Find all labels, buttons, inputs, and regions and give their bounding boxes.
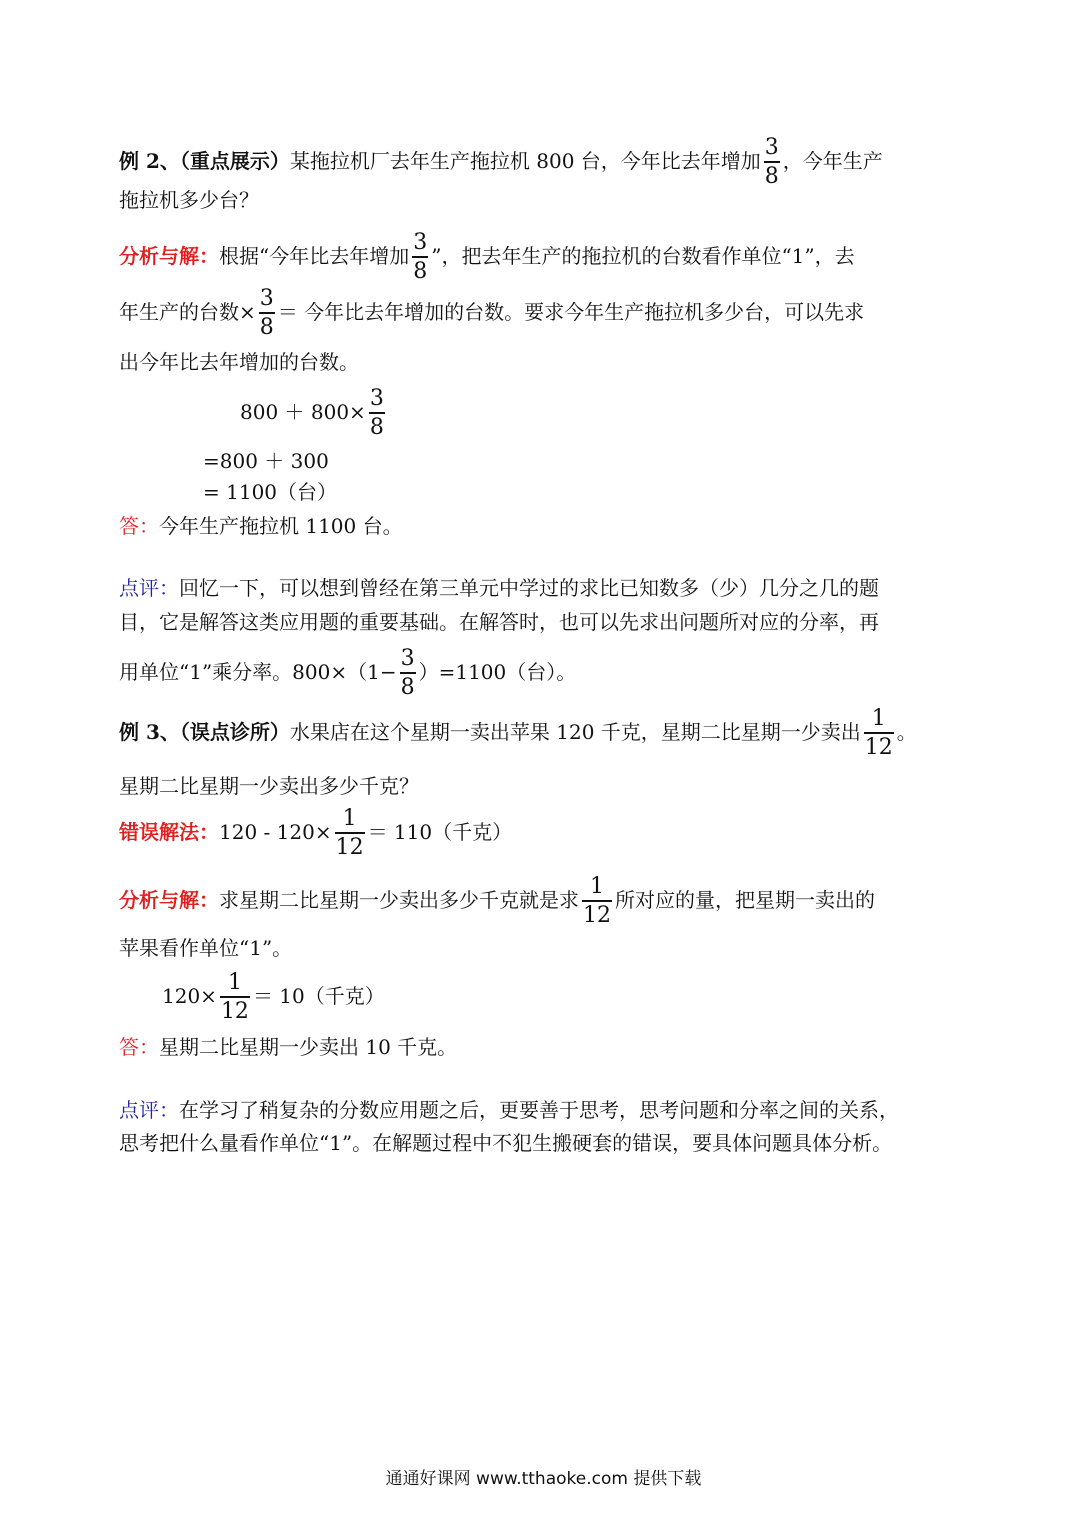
ex3-question-line2: 星期二比星期一少卖出多少千克？ (119, 774, 419, 798)
ex3-comment-line2: 思考把什么量看作单位“1”。在解题过程中不犯生搬硬套的错误，要具体问题具体分析。 (119, 1131, 893, 1155)
ex3-comment-line1: 点评：在学习了稍复杂的分数应用题之后，更要善于思考，思考问题和分率之间的关系， (119, 1098, 899, 1122)
ex3-analysis-line1: 分析与解：求星期二比星期一少卖出多少千克就是求 $\frac{1}{12}$ 所对应的量，把星期一卖出的 (119, 874, 875, 928)
fraction: $\frac{3}{8}$ (764, 135, 779, 189)
ex2-comment-line1: 点评：回忆一下，可以想到曾经在第三单元中学过的求比已知数多（少）几分之几的题 (119, 576, 879, 600)
answer-label: 答： (119, 514, 159, 538)
ex2-question-line1: 例 2、（重点展示）某拖拉机厂去年生产拖拉机 800 台，今年比去年增加 $\frac{3}{8}$ ，今年生产 (119, 135, 883, 189)
ex2-answer: 答：今年生产拖拉机 1100 台。 (119, 514, 403, 538)
fraction: $\frac{1}{12}$ (583, 874, 611, 928)
fraction: $\frac{3}{8}$ (259, 286, 274, 340)
comment-label: 点评： (119, 1098, 179, 1122)
wrong-label: 错误解法： (119, 820, 219, 844)
fraction: $\frac{1}{12}$ (864, 706, 893, 760)
ex2-calc-line1: 800 ＋ 800× $\frac{3}{8}$ (240, 386, 384, 440)
fraction: $\frac{3}{8}$ (369, 386, 384, 440)
answer-label: 答： (119, 1035, 159, 1059)
ex2-analysis-line3: 出今年比去年增加的台数。 (119, 350, 359, 374)
ex3-analysis-line2: 苹果看作单位“1”。 (119, 936, 293, 960)
ex3-label: 例 3、（误点诊所） (119, 720, 290, 744)
analysis-label: 分析与解： (119, 888, 219, 912)
ex2-calc-line3: = 1100（台） (203, 480, 338, 504)
analysis-label: 分析与解： (119, 244, 219, 268)
fraction: $\frac{3}{8}$ (400, 646, 415, 700)
page-footer: 通通好课网 www.tthaoke.com 提供下载 (385, 1469, 702, 1489)
ex3-wrong-solution: 错误解法：120 - 120× $\frac{1}{12}$ ＝ 110（千克） (119, 806, 513, 860)
ex2-analysis-line1: 分析与解：根据“今年比去年增加 $\frac{3}{8}$ ”，把去年生产的拖拉机的台数看作单位“1”，去 (119, 230, 855, 284)
fraction: $\frac{1}{12}$ (335, 806, 364, 860)
fraction: $\frac{1}{12}$ (220, 970, 249, 1024)
ex2-label: 例 2、（重点展示） (119, 149, 290, 173)
comment-label: 点评： (119, 576, 179, 600)
ex2-comment-line3: 用单位“1”乘分率。800×（1− $\frac{3}{8}$ ）=1100（台）。 (119, 646, 577, 700)
ex2-comment-line2: 目，它是解答这类应用题的重要基础。在解答时，也可以先求出问题所对应的分率，再 (119, 610, 879, 634)
ex2-analysis-line2: 年生产的台数× $\frac{3}{8}$ ＝ 今年比去年增加的台数。要求今年生产拖拉机多少台，可以先求 (119, 286, 865, 340)
ex2-calc-line2: =800 ＋ 300 (203, 449, 329, 473)
ex3-calc: 120× $\frac{1}{12}$ ＝ 10（千克） (162, 970, 385, 1024)
fraction: $\frac{3}{8}$ (413, 230, 428, 284)
ex3-answer: 答：星期二比星期一少卖出 10 千克。 (119, 1035, 458, 1059)
ex3-question-line1: 例 3、（误点诊所）水果店在这个星期一卖出苹果 120 千克，星期二比星期一少卖出 $\frac{1}{12}$ 。 (119, 706, 917, 760)
ex2-question-line2: 拖拉机多少台？ (119, 188, 259, 212)
